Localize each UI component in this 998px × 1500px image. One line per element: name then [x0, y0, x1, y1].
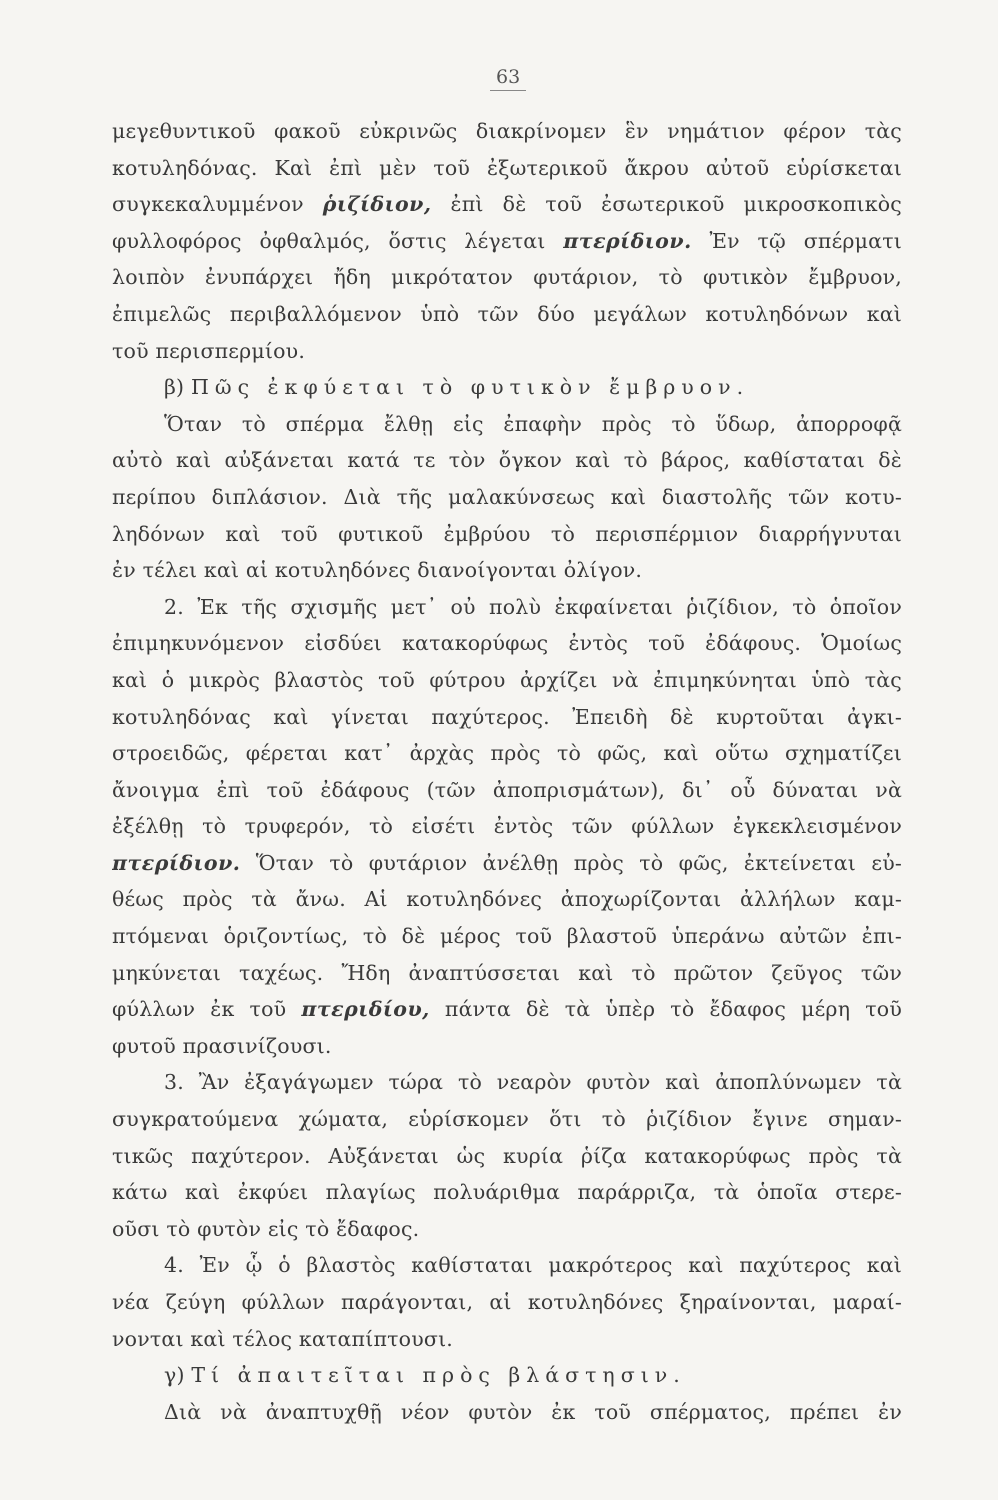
text-line: καὶ ὁ μικρὸς βλαστὸς τοῦ φύτρου ἀρχίζει νὰ ἐπιμηκύνηται ὑπὸ τὰς: [112, 667, 902, 692]
text-line: νέα ζεύγη φύλλων παράγονται, αἱ κοτυληδόνες ξηραίνονται, μαραί-: [112, 1290, 902, 1314]
text-run: Ἐν τῷ σπέρματι: [691, 228, 902, 253]
text-line: συγκρατούμενα χώματα, εὑρίσκομεν ὅτι τὸ ῥιζίδιον ἔγινε σημαν-: [112, 1107, 902, 1132]
text-run: συγκεκαλυμμένον: [112, 192, 323, 217]
body-text: [112, 113, 902, 1430]
text-line: πτόμεναι ὁριζοντίως, τὸ δὲ μέρος τοῦ βλαστοῦ ὑπεράνω αὐτῶν ἐπι-: [112, 924, 902, 949]
text-line: 4. Ἐν ᾧ ὁ βλαστὸς καθίσταται μακρότερος καὶ παχύτερος καὶ: [164, 1253, 902, 1278]
text-line: αὐτὸ καὶ αὐξάνεται κατά τε τὸν ὄγκον καὶ τὸ βάρος, καθίσταται δὲ: [112, 448, 902, 473]
text-line: κοτυληδόνας. Καὶ ἐπὶ μὲν τοῦ ἐξωτερικοῦ ἄκρου αὐτοῦ εὑρίσκεται: [112, 155, 902, 180]
section-label: γ): [164, 1363, 192, 1388]
text-run: πάντα δὲ τὰ ὑπὲρ τὸ ἔδαφος μέρη τοῦ: [429, 997, 902, 1022]
text-line: τοῦ περισπερμίου.: [112, 338, 306, 363]
section-label: β): [164, 375, 191, 400]
text-line: λοιπὸν ἐνυπάρχει ἤδη μικρότατον φυτάριον, τὸ φυτικὸν ἔμβρυον,: [112, 265, 902, 290]
text-line: τικῶς παχύτερον. Αὐξάνεται ὡς κυρία ῥίζα κατακορύφως πρὸς τὰ: [112, 1143, 902, 1168]
section-heading-c: [112, 1357, 902, 1394]
text-line: ἐπιμηκυνόμενον εἰσδύει κατακορύφως ἐντὸς τοῦ ἐδάφους. Ὁμοίως: [112, 631, 902, 656]
text-line: οῦσι τὸ φυτὸν εἰς τὸ ἔδαφος.: [112, 1216, 420, 1241]
text-run: ἐπὶ δὲ τοῦ ἐσωτερικοῦ μικροσκοπικὸς: [431, 192, 902, 217]
term-pteridion: πτερίδιον.: [112, 850, 241, 875]
text-line: στροειδῶς, φέρεται κατ᾽ ἀρχὰς πρὸς τὸ φῶς, καὶ οὕτω σχηματίζει: [112, 741, 902, 766]
term-pteridion: πτερίδιον.: [563, 228, 692, 253]
text-run: φύλλων ἐκ τοῦ: [112, 997, 302, 1022]
text-line: 2. Ἐκ τῆς σχισμῆς μετ᾽ οὐ πολὺ ἐκφαίνεται ῥιζίδιον, τὸ ὁποῖον: [164, 594, 902, 619]
text-line: ἐπιμελῶς περιβαλλόμενον ὑπὸ τῶν δύο μεγάλων κοτυληδόνων καὶ: [112, 301, 902, 326]
text-line: [112, 223, 902, 260]
text-line: μηκύνεται ταχέως. Ἤδη ἀναπτύσσεται καὶ τὸ πρῶτον ζεῦγος τῶν: [112, 960, 902, 985]
section-title: Πῶς ἐκφύεται τὸ φυτικὸν ἔμβρυον.: [190, 375, 750, 400]
text-line: Ὅταν τὸ σπέρμα ἔλθῃ εἰς ἐπαφὴν πρὸς τὸ ὕδωρ, ἀπορροφᾷ: [164, 411, 902, 436]
text-line: ἐν τέλει καὶ αἱ κοτυληδόνες διανοίγονται ὀλίγον.: [112, 558, 643, 583]
text-run: Ὅταν τὸ φυτάριον ἀνέλθῃ πρὸς τὸ φῶς, ἐκτείνεται εὐ-: [240, 850, 902, 875]
text-line: [112, 186, 902, 223]
term-rizidion: ῥιζίδιον,: [322, 192, 432, 217]
text-line: 3. Ἂν ἐξαγάγωμεν τώρα τὸ νεαρὸν φυτὸν καὶ ἀποπλύνωμεν τὰ: [164, 1070, 902, 1095]
section-title: Τί ἀπαιτεῖται πρὸς βλάστησιν.: [191, 1363, 686, 1388]
text-line: περίπου διπλάσιον. Διὰ τῆς μαλακύνσεως καὶ διαστολῆς τῶν κοτυ-: [112, 484, 902, 509]
text-line: μεγεθυντικοῦ φακοῦ εὐκρινῶς διακρίνομεν ἓν νημάτιον φέρον τὰς: [112, 119, 902, 143]
text-line: ἐξέλθῃ τὸ τρυφερόν, τὸ εἰσέτι ἐντὸς τῶν φύλλων ἐγκεκλεισμένον: [112, 814, 902, 839]
text-line: [112, 845, 902, 882]
text-line: νονται καὶ τέλος καταπίπτουσι.: [112, 1326, 454, 1351]
text-line: θέως πρὸς τὰ ἄνω. Αἱ κοτυληδόνες ἀποχωρίζονται ἀλλήλων καμ-: [112, 887, 902, 912]
term-pteridiou: πτεριδίου,: [301, 997, 430, 1022]
text-line: φυτοῦ πρασινίζουσι.: [112, 1033, 332, 1058]
text-line: ληδόνων καὶ τοῦ φυτικοῦ ἐμβρύου τὸ περισπέρμιον διαρρήγνυται: [112, 521, 902, 546]
text-line: [112, 991, 902, 1028]
text-line: ἄνοιγμα ἐπὶ τοῦ ἐδάφους (τῶν ἀποπρισμάτων), δι᾽ οὗ δύναται νὰ: [112, 777, 902, 802]
text-line: Διὰ νὰ ἀναπτυχθῇ νέον φυτὸν ἐκ τοῦ σπέρματος, πρέπει ἐν: [164, 1399, 902, 1424]
section-heading-b: [112, 369, 902, 406]
text-line: κάτω καὶ ἐκφύει πλαγίως πολυάριθμα παράρριζα, τὰ ὁποῖα στερε-: [112, 1180, 902, 1205]
text-line: κοτυληδόνας καὶ γίνεται παχύτερος. Ἐπειδὴ δὲ κυρτοῦται ἀγκι-: [112, 704, 902, 729]
text-run: φυλλοφόρος ὀφθαλμός, ὅστις λέγεται: [112, 228, 564, 253]
page-number: 63: [490, 66, 526, 91]
